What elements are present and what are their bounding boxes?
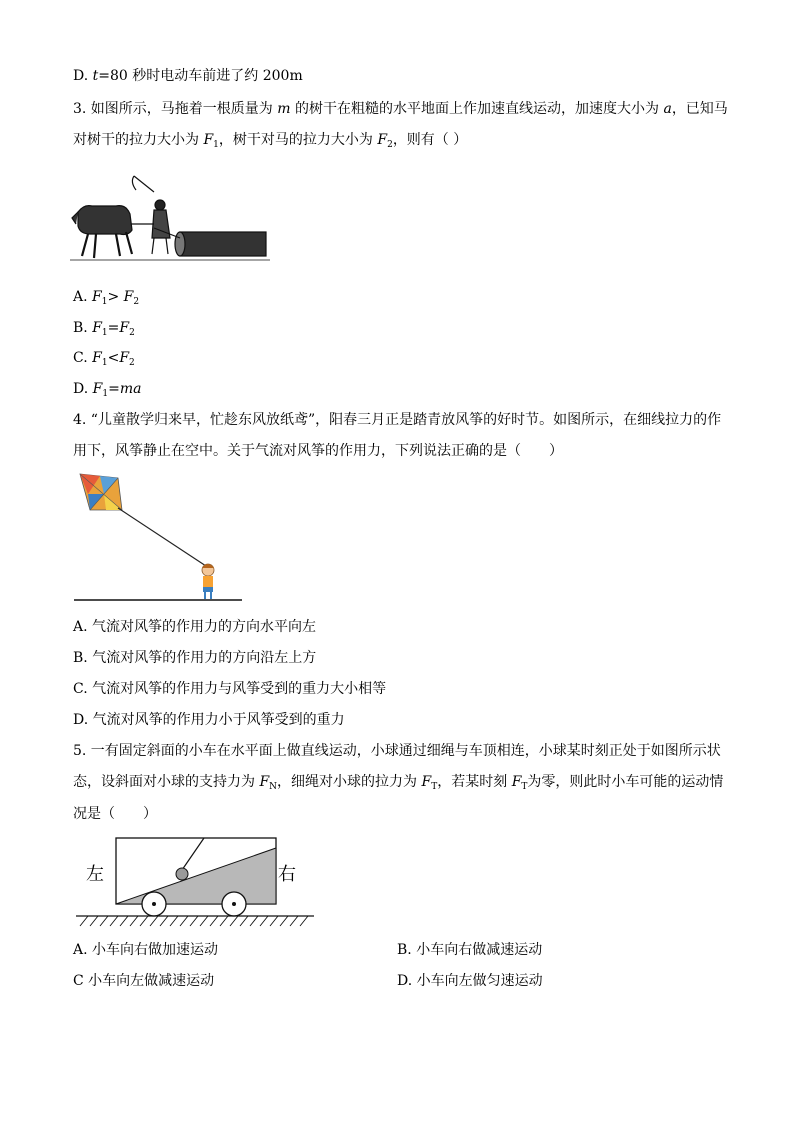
option-label: B. bbox=[73, 320, 93, 336]
variable-F: F bbox=[92, 289, 102, 305]
expression-ma: ma bbox=[119, 381, 142, 397]
subscript: 2 bbox=[129, 328, 135, 338]
q4-stem-line1: 4. “儿童散学归来早，忙趁东风放纸鸢”，阳春三月正是踏青放风筝的好时节。如图所示，在细线拉力的作 bbox=[73, 412, 722, 428]
subscript: T bbox=[431, 782, 438, 792]
q3-option-b bbox=[73, 318, 135, 338]
stem-text: 态，设斜面对小球的支持力为 bbox=[73, 774, 260, 790]
variable-F: F bbox=[511, 774, 522, 790]
variable-F: F bbox=[377, 132, 388, 148]
operator: = bbox=[108, 381, 120, 397]
variable-F: F bbox=[92, 320, 102, 336]
option-label: D. bbox=[73, 68, 93, 84]
variable-F: F bbox=[119, 350, 130, 366]
q4-option-a: A. 气流对风筝的作用力的方向水平向左 bbox=[73, 619, 317, 635]
subscript: 1 bbox=[101, 297, 108, 307]
operator: < bbox=[107, 350, 120, 366]
q5-stem-line3: 况是（ ） bbox=[73, 806, 157, 822]
q5-option-b: B. 小车向右做减速运动 bbox=[397, 942, 543, 958]
q4-option-b: B. 气流对风筝的作用力的方向沿左上方 bbox=[73, 650, 317, 666]
q3-stem-line1 bbox=[73, 99, 728, 119]
variable-F: F bbox=[119, 320, 130, 336]
variable-F: F bbox=[92, 350, 102, 366]
stem-text: ，则有（ ） bbox=[392, 132, 468, 148]
q3-stem-line2 bbox=[73, 130, 467, 150]
variable-F: F bbox=[203, 132, 214, 148]
subscript: T bbox=[521, 782, 528, 792]
stem-text: ，若某时刻 bbox=[437, 774, 512, 790]
subscript: 1 bbox=[101, 328, 108, 338]
stem-text: 为零，则此时小车可能的运动情 bbox=[527, 774, 724, 790]
option-label: A. bbox=[73, 289, 93, 305]
q4-stem-line2: 用下，风筝静止在空中。关于气流对风筝的作用力，下列说法正确的是（ ） bbox=[73, 443, 563, 459]
option-label: D. bbox=[73, 381, 93, 397]
subscript: 2 bbox=[133, 297, 140, 307]
q5-stem-line1: 5. 一有固定斜面的小车在水平面上做直线运动，小球通过细绳与车顶相连，小球某时刻正处于如图所示状 bbox=[73, 743, 721, 759]
q4-option-c: C. 气流对风筝的作用力与风筝受到的重力大小相等 bbox=[73, 681, 387, 697]
label-left: 左 bbox=[86, 864, 104, 885]
subscript: 1 bbox=[213, 140, 219, 150]
subscript: 2 bbox=[129, 358, 135, 368]
stem-text: ，树干对马的拉力大小为 bbox=[218, 132, 378, 148]
subscript: N bbox=[269, 782, 278, 792]
variable-m: m bbox=[277, 101, 291, 117]
option-text: =80 秒时电动车前进了约 200m bbox=[98, 68, 303, 84]
variable-F: F bbox=[421, 774, 432, 790]
q3-option-d bbox=[73, 379, 141, 399]
q5-option-a: A. 小车向右做加速运动 bbox=[73, 942, 219, 958]
label-right: 右 bbox=[278, 864, 296, 885]
q5-option-d: D. 小车向左做匀速运动 bbox=[397, 973, 543, 989]
q3-option-a bbox=[73, 287, 139, 307]
stem-text: 3. 如图所示，马拖着一根质量为 bbox=[73, 101, 278, 117]
q5-stem-line2 bbox=[73, 772, 723, 792]
subscript: 2 bbox=[387, 140, 393, 150]
variable-a: a bbox=[663, 101, 672, 117]
q2-option-d bbox=[73, 66, 303, 86]
variable-F: F bbox=[259, 774, 270, 790]
stem-text: 对树干的拉力大小为 bbox=[73, 132, 204, 148]
stem-text: ，已知马 bbox=[671, 101, 728, 117]
variable-F: F bbox=[123, 289, 134, 305]
subscript: 1 bbox=[101, 358, 108, 368]
q5-option-c: C 小车向左做减速运动 bbox=[73, 973, 215, 989]
stem-text: ，细绳对小球的拉力为 bbox=[277, 774, 422, 790]
cart-incline-figure bbox=[74, 834, 316, 928]
horse-log-figure bbox=[70, 172, 270, 264]
operator: > bbox=[107, 289, 124, 305]
subscript: 1 bbox=[102, 389, 109, 399]
q3-option-c bbox=[73, 348, 135, 368]
stem-text: 的树干在粗糙的水平地面上作加速直线运动，加速度大小为 bbox=[290, 101, 664, 117]
option-label: C. bbox=[73, 350, 93, 366]
variable-t: t bbox=[92, 68, 99, 84]
q4-option-d: D. 气流对风筝的作用力小于风筝受到的重力 bbox=[73, 712, 345, 728]
variable-F: F bbox=[92, 381, 103, 397]
operator: = bbox=[107, 320, 120, 336]
kite-figure bbox=[70, 470, 250, 604]
